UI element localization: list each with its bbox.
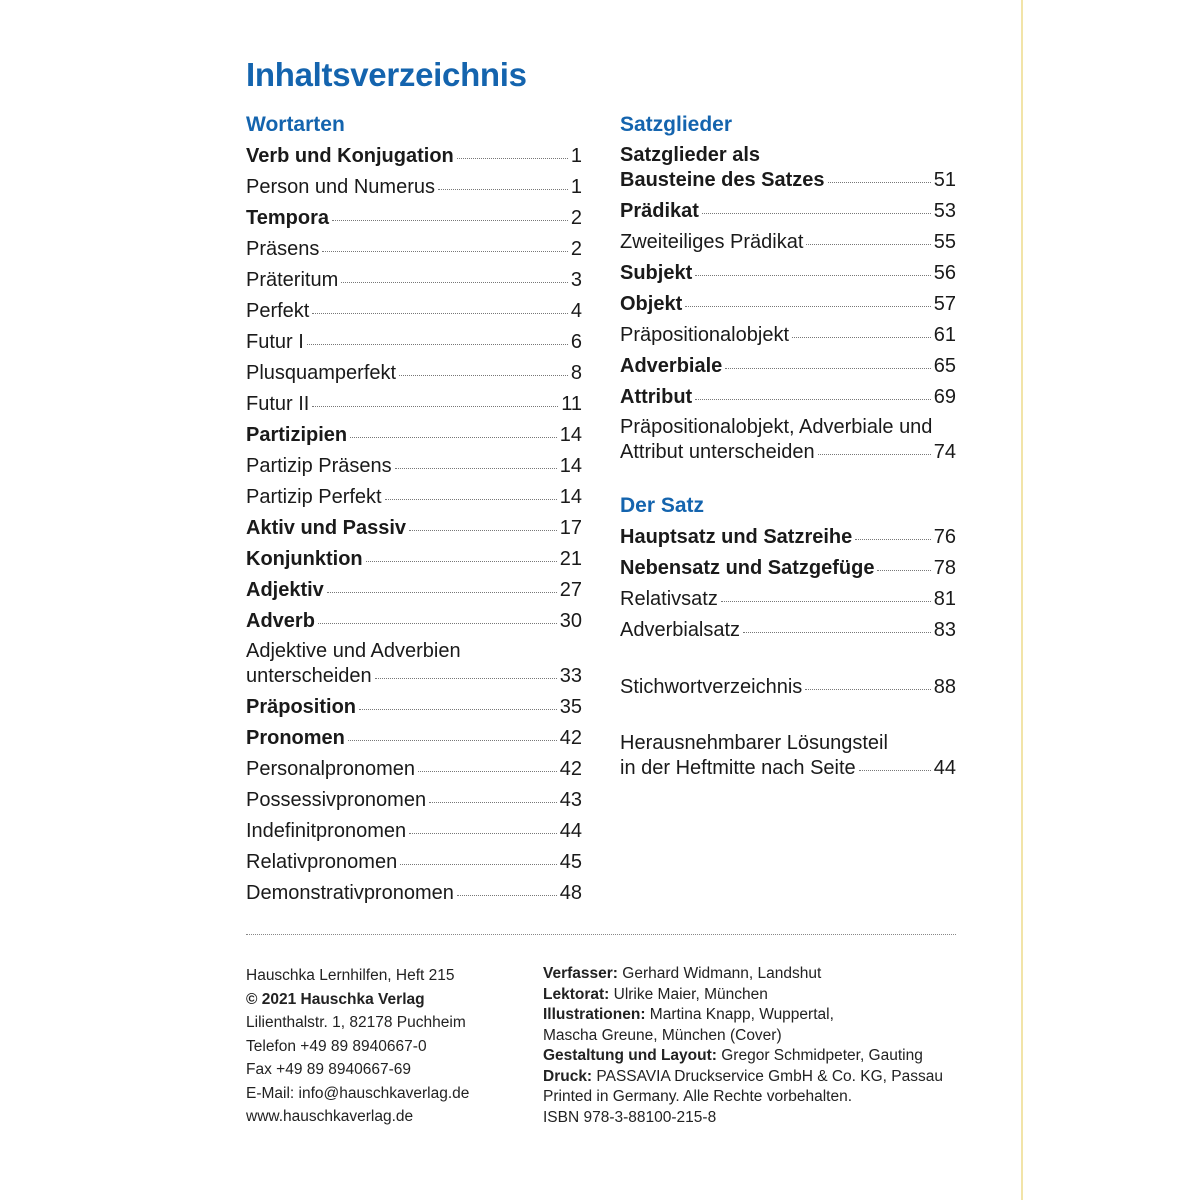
toc-entry[interactable] (246, 326, 582, 357)
toc-entry-page: 14 (559, 455, 582, 477)
credit-value: Ulrike Maier, München (609, 985, 768, 1003)
toc-entry-page: 83 (933, 619, 956, 641)
credit-value: Printed in Germany. Alle Rechte vorbehalten. (543, 1088, 853, 1105)
leader-dots (400, 864, 557, 865)
toc-entry[interactable] (246, 605, 582, 636)
toc-entry-label: Tempora (246, 207, 329, 229)
toc-entry-page: 51 (933, 169, 956, 191)
toc-entry-label-line1: Herausnehmbarer Lösungsteil (620, 732, 888, 754)
toc-entry[interactable] (620, 521, 956, 552)
toc-entry-label: Adjektiv (246, 579, 324, 601)
toc-entry-label: Attribut unterscheiden (620, 441, 815, 463)
toc-entry-page: 69 (933, 386, 956, 408)
toc-entry-label: Adverb (246, 610, 315, 632)
leader-dots (307, 344, 568, 345)
toc-entry-index[interactable] (620, 671, 956, 702)
toc-entry-page: 56 (933, 262, 956, 284)
page-edge-line (1021, 0, 1023, 1200)
credit-key: Druck: (543, 1067, 593, 1085)
toc-entry-label: Perfekt (246, 300, 310, 322)
toc-entry-page: 2 (570, 207, 582, 229)
toc-entry-page: 81 (933, 588, 956, 610)
page-title: Inhaltsverzeichnis (246, 56, 527, 93)
toc-entry-label: Subjekt (620, 262, 693, 284)
toc-entry[interactable] (620, 381, 956, 412)
toc-entry-label: unterscheiden (246, 665, 372, 687)
leader-dots (743, 632, 931, 633)
toc-entry-page: 8 (570, 362, 582, 384)
toc-entry-label: Partizip Perfekt (246, 486, 382, 508)
leader-dots (429, 802, 557, 803)
toc-entry-page: 43 (559, 789, 582, 811)
leader-dots (806, 244, 930, 245)
toc-entry-label: Zweiteiliges Prädikat (620, 231, 804, 253)
toc-entry-label: Prädikat (620, 200, 699, 222)
credit-value: PASSAVIA Druckservice GmbH & Co. KG, Passau (592, 1067, 943, 1085)
toc-entry[interactable] (620, 552, 956, 583)
imprint-line: © 2021 Hauschka Verlag (246, 990, 425, 1008)
toc-entry-label: Verb und Konjugation (246, 145, 454, 167)
toc-entry[interactable] (246, 202, 582, 233)
imprint-line: Telefon +49 89 8940667-0 (246, 1037, 427, 1055)
leader-dots (695, 275, 931, 276)
toc-entry-label: Person und Numerus (246, 176, 435, 198)
spacer (620, 467, 956, 491)
toc-entry-page: 21 (559, 548, 582, 570)
leader-dots (327, 592, 557, 593)
leader-dots (685, 306, 931, 307)
leader-dots (385, 499, 557, 500)
toc-entry-label: Relativpronomen (246, 851, 398, 873)
leader-dots (805, 689, 930, 690)
toc-entry[interactable] (620, 195, 956, 226)
toc-entry[interactable] (246, 295, 582, 326)
toc-entry[interactable] (246, 691, 582, 722)
toc-entry[interactable] (246, 481, 582, 512)
leader-dots (438, 189, 568, 190)
toc-entry[interactable] (246, 264, 582, 295)
leader-dots (721, 601, 931, 602)
toc-entry-label: Pronomen (246, 727, 345, 749)
leader-dots (859, 770, 931, 771)
leader-dots (312, 313, 568, 314)
toc-entry[interactable] (620, 288, 956, 319)
toc-list-wortarten (246, 140, 582, 908)
leader-dots (375, 678, 557, 679)
toc-entry-page: 3 (570, 269, 582, 291)
toc-entry[interactable] (246, 233, 582, 264)
toc-entry-page: 2 (570, 238, 582, 260)
toc-column-right (620, 110, 956, 783)
toc-entry[interactable] (246, 171, 582, 202)
credit-key: Illustrationen: (543, 1006, 646, 1023)
leader-dots (725, 368, 930, 369)
imprint-line: Lilienthalstr. 1, 82178 Puchheim (246, 1014, 466, 1031)
leader-dots (792, 337, 931, 338)
toc-entry-page: 6 (570, 331, 582, 353)
leader-dots (457, 895, 557, 896)
toc-entry[interactable] (246, 388, 582, 419)
spacer (620, 702, 956, 728)
toc-entry-label: Demonstrativpronomen (246, 882, 454, 904)
credit-line (543, 1046, 943, 1067)
toc-entry[interactable] (246, 543, 582, 574)
imprint-line: Hauschka Lernhilfen, Heft 215 (246, 967, 455, 984)
toc-entry-page: 27 (559, 579, 582, 601)
toc-entry-label-line1: Satzglieder als (620, 144, 761, 166)
toc-entry-label: Partizip Präsens (246, 455, 392, 477)
toc-entry-page: 74 (933, 441, 956, 463)
toc-entry[interactable] (246, 636, 582, 691)
toc-entry-label: Personalpronomen (246, 758, 415, 780)
toc-entry-label: Partizipien (246, 424, 348, 446)
toc-entry[interactable] (246, 722, 582, 753)
toc-entry-label: Attribut (620, 386, 693, 408)
toc-entry[interactable] (246, 140, 582, 171)
leader-dots (366, 561, 557, 562)
toc-entry-page: 55 (933, 231, 956, 253)
toc-entry-label: Indefinitpronomen (246, 820, 407, 842)
toc-entry-page: 35 (559, 696, 582, 718)
toc-entry-label: Adverbiale (620, 355, 723, 377)
leader-dots (359, 709, 557, 710)
toc-entry-page: 33 (559, 665, 582, 687)
toc-entry[interactable] (246, 574, 582, 605)
toc-entry-label: Hauptsatz und Satzreihe (620, 526, 853, 548)
leader-dots (702, 213, 931, 214)
toc-entry-page: 57 (933, 293, 956, 315)
toc-entry-label-line1: Präpositionalobjekt, Adverbiale und (620, 416, 933, 438)
toc-entry[interactable] (620, 319, 956, 350)
toc-entry-label: Bausteine des Satzes (620, 169, 825, 191)
toc-entry-label: Futur II (246, 393, 310, 415)
leader-dots (322, 251, 568, 252)
toc-entry[interactable] (246, 419, 582, 450)
toc-entry-page: 45 (559, 851, 582, 873)
toc-list-satzglieder (620, 140, 956, 467)
leader-dots (828, 182, 931, 183)
toc-entry-page: 78 (933, 557, 956, 579)
toc-list-der-satz (620, 521, 956, 645)
credit-key: Verfasser: (543, 965, 618, 982)
toc-entry[interactable] (246, 815, 582, 846)
imprint-line: Fax +49 89 8940667-69 (246, 1061, 412, 1078)
leader-dots (877, 570, 930, 571)
imprint-credits (543, 964, 943, 1128)
leader-dots (395, 468, 557, 469)
leader-dots (418, 771, 557, 772)
toc-entry[interactable] (246, 512, 582, 543)
toc-entry-page: 14 (559, 424, 582, 446)
toc-entry-page: 30 (559, 610, 582, 632)
leader-dots (332, 220, 568, 221)
toc-entry-page: 1 (570, 176, 582, 198)
toc-entry-page: 48 (559, 882, 582, 904)
toc-entry-label: Präteritum (246, 269, 339, 291)
toc-entry[interactable] (620, 614, 956, 645)
toc-entry-page: 14 (559, 486, 582, 508)
leader-dots (695, 399, 931, 400)
toc-entry-label: Adverbialsatz (620, 619, 741, 641)
toc-entry-solutions[interactable] (620, 728, 956, 783)
toc-entry-page: 61 (933, 324, 956, 346)
credit-value: Martina Knapp, Wuppertal, (645, 1006, 834, 1023)
leader-dots (350, 437, 557, 438)
toc-entry[interactable] (620, 257, 956, 288)
leader-dots (855, 539, 930, 540)
credit-value: ISBN 978-3-88100-215-8 (543, 1108, 717, 1126)
toc-entry-page: 42 (559, 758, 582, 780)
section-heading-satzglieder: Satzglieder (620, 113, 733, 136)
leader-dots (312, 406, 558, 407)
credit-key: Lektorat: (543, 985, 610, 1003)
toc-entry-page: 17 (559, 517, 582, 539)
credit-value: Mascha Greune, München (Cover) (543, 1026, 782, 1044)
toc-entry-page: 65 (933, 355, 956, 377)
spacer (620, 645, 956, 671)
toc-entry[interactable] (620, 583, 956, 614)
leader-dots (341, 282, 568, 283)
imprint-publisher (246, 964, 469, 1129)
toc-entry-label: Stichwortverzeichnis (620, 676, 803, 698)
toc-entry-label-line1: Adjektive und Adverbien (246, 640, 461, 662)
credit-value: Gerhard Widmann, Landshut (617, 965, 822, 982)
credit-line (543, 1026, 943, 1047)
footer-separator (246, 934, 956, 935)
toc-entry[interactable] (246, 877, 582, 908)
credit-line (543, 1005, 943, 1026)
toc-entry[interactable] (620, 140, 956, 195)
credit-line (543, 985, 943, 1006)
toc-entry[interactable] (246, 753, 582, 784)
toc-entry-page: 1 (570, 145, 582, 167)
toc-entry-page: 42 (559, 727, 582, 749)
leader-dots (409, 833, 557, 834)
toc-entry-page: 88 (933, 676, 956, 698)
credit-line (543, 1108, 943, 1129)
imprint-line: E-Mail: info@hauschkaverlag.de (246, 1084, 470, 1102)
toc-entry-label: Possessivpronomen (246, 789, 427, 811)
leader-dots (318, 623, 557, 624)
toc-entry-label: Relativsatz (620, 588, 718, 610)
toc-entry-label: Konjunktion (246, 548, 363, 570)
toc-entry[interactable] (246, 784, 582, 815)
toc-entry-label: Präsens (246, 238, 320, 260)
toc-entry[interactable] (246, 357, 582, 388)
section-heading-der-satz: Der Satz (620, 494, 705, 517)
leader-dots (409, 530, 557, 531)
toc-entry-label: Plusquamperfekt (246, 362, 397, 384)
credit-line (543, 1087, 943, 1108)
leader-dots (818, 454, 931, 455)
toc-entry-label: Futur I (246, 331, 304, 353)
leader-dots (457, 158, 568, 159)
toc-entry-page: 4 (570, 300, 582, 322)
section-heading-wortarten: Wortarten (246, 113, 345, 136)
toc-entry-label: Präposition (246, 696, 357, 718)
toc-entry-page: 76 (933, 526, 956, 548)
toc-column-left (246, 110, 582, 908)
toc-entry[interactable] (620, 350, 956, 381)
toc-entry[interactable] (246, 846, 582, 877)
toc-entry-page: 11 (561, 393, 582, 415)
toc-entry-page: 53 (933, 200, 956, 222)
toc-entry-label: Objekt (620, 293, 683, 315)
toc-entry-label: Aktiv und Passiv (246, 517, 407, 539)
credit-line (543, 1067, 943, 1088)
toc-entry-label: Nebensatz und Satzgefüge (620, 557, 875, 579)
credit-line (543, 964, 943, 985)
toc-entry[interactable] (246, 450, 582, 481)
credit-key: Gestaltung und Layout: (543, 1047, 717, 1064)
leader-dots (399, 375, 568, 376)
credit-value: Gregor Schmidpeter, Gauting (716, 1047, 923, 1064)
toc-entry-label: Präpositionalobjekt (620, 324, 789, 346)
imprint-line: www.hauschkaverlag.de (246, 1108, 414, 1125)
toc-entry-label: in der Heftmitte nach Seite (620, 757, 856, 779)
toc-entry[interactable] (620, 226, 956, 257)
leader-dots (348, 740, 557, 741)
toc-entry-page: 44 (933, 757, 956, 779)
toc-entry-page: 44 (559, 820, 582, 842)
toc-entry[interactable] (620, 412, 956, 467)
